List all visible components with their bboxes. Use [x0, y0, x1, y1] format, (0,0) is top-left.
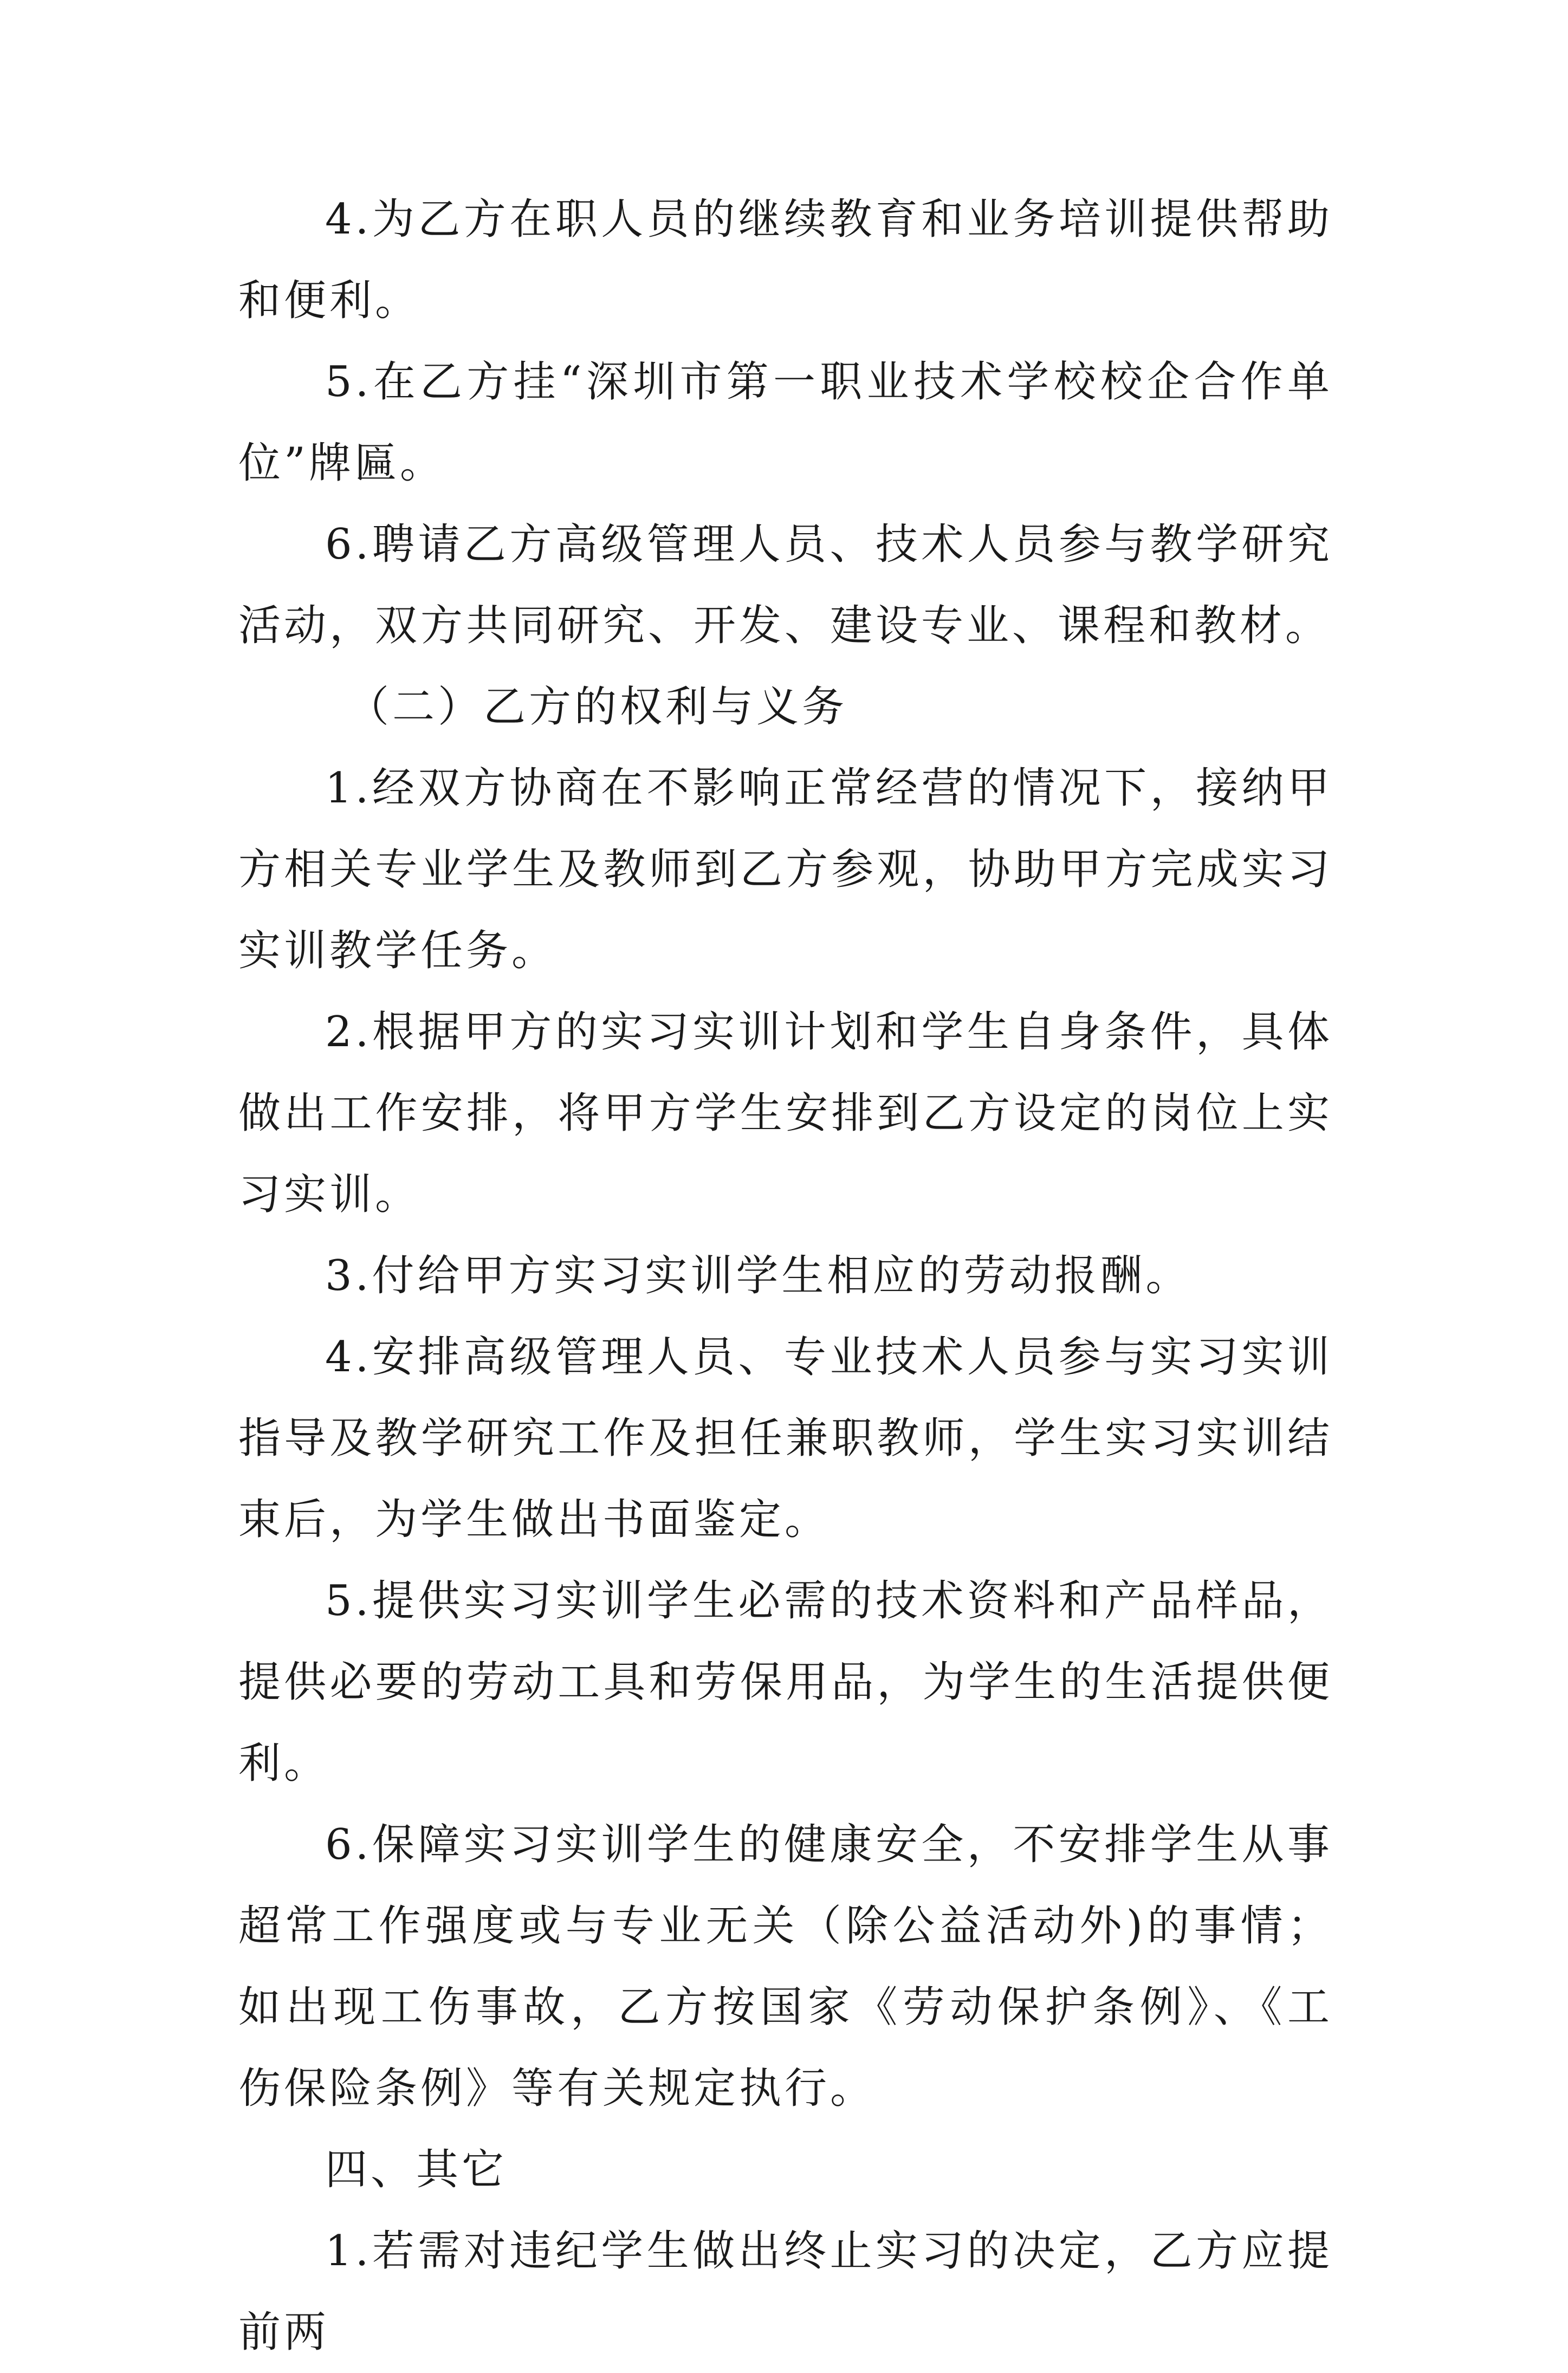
paragraph-item-6-teaching-research: 6.聘请乙方高级管理人员、技术人员参与教学研究活动，双方共同研究、开发、建设专业、课程和教材。: [238, 520, 1333, 650]
paragraph-other-item-1-termination: 1.若需对违纪学生做出终止实习的决定，乙方应提前两: [238, 2227, 1333, 2357]
paragraph-item-4-continuing-education: 4.为乙方在职人员的继续教育和业务培训提供帮助和便利。: [238, 195, 1333, 325]
paragraph-b-item-6-safety: 6.保障实习实训学生的健康安全，不安排学生从事超常工作强度或与专业无关（除公益活动外)的事情；如出现工伤事故，乙方按国家《劳动保护条例》、《工伤保险条例》等有关规定执行。: [238, 1820, 1333, 2113]
section-heading-other: 四、其它: [325, 2145, 508, 2194]
document-body: [238, 179, 1333, 2373]
paragraph-b-item-5-materials: 5.提供实习实训学生必需的技术资料和产品样品，提供必要的劳动工具和劳保用品，为学生的生活提供便利。: [238, 1577, 1333, 1788]
paragraph-b-item-3-remuneration: 3.付给甲方实习实训学生相应的劳动报酬。: [325, 1252, 1191, 1300]
paragraph-b-item-1-visits: 1.经双方协商在不影响正常经营的情况下，接纳甲方相关专业学生及教师到乙方参观，协助甲方完成实习实训教学任务。: [238, 764, 1333, 975]
section-heading-party-b-rights: （二）乙方的权利与义务: [347, 683, 848, 731]
paragraph-b-item-2-work-arrangement: 2.根据甲方的实习实训计划和学生自身条件，具体做出工作安排，将甲方学生安排到乙方设定的岗位上实习实训。: [238, 1008, 1333, 1219]
paragraph-item-5-plaque: 5.在乙方挂“深圳市第一职业技术学校校企合作单位”牌匾。: [238, 358, 1333, 488]
paragraph-b-item-4-guidance: 4.安排高级管理人员、专业技术人员参与实习实训指导及教学研究工作及担任兼职教师，学生实习实训结束后，为学生做出书面鉴定。: [238, 1333, 1333, 1544]
